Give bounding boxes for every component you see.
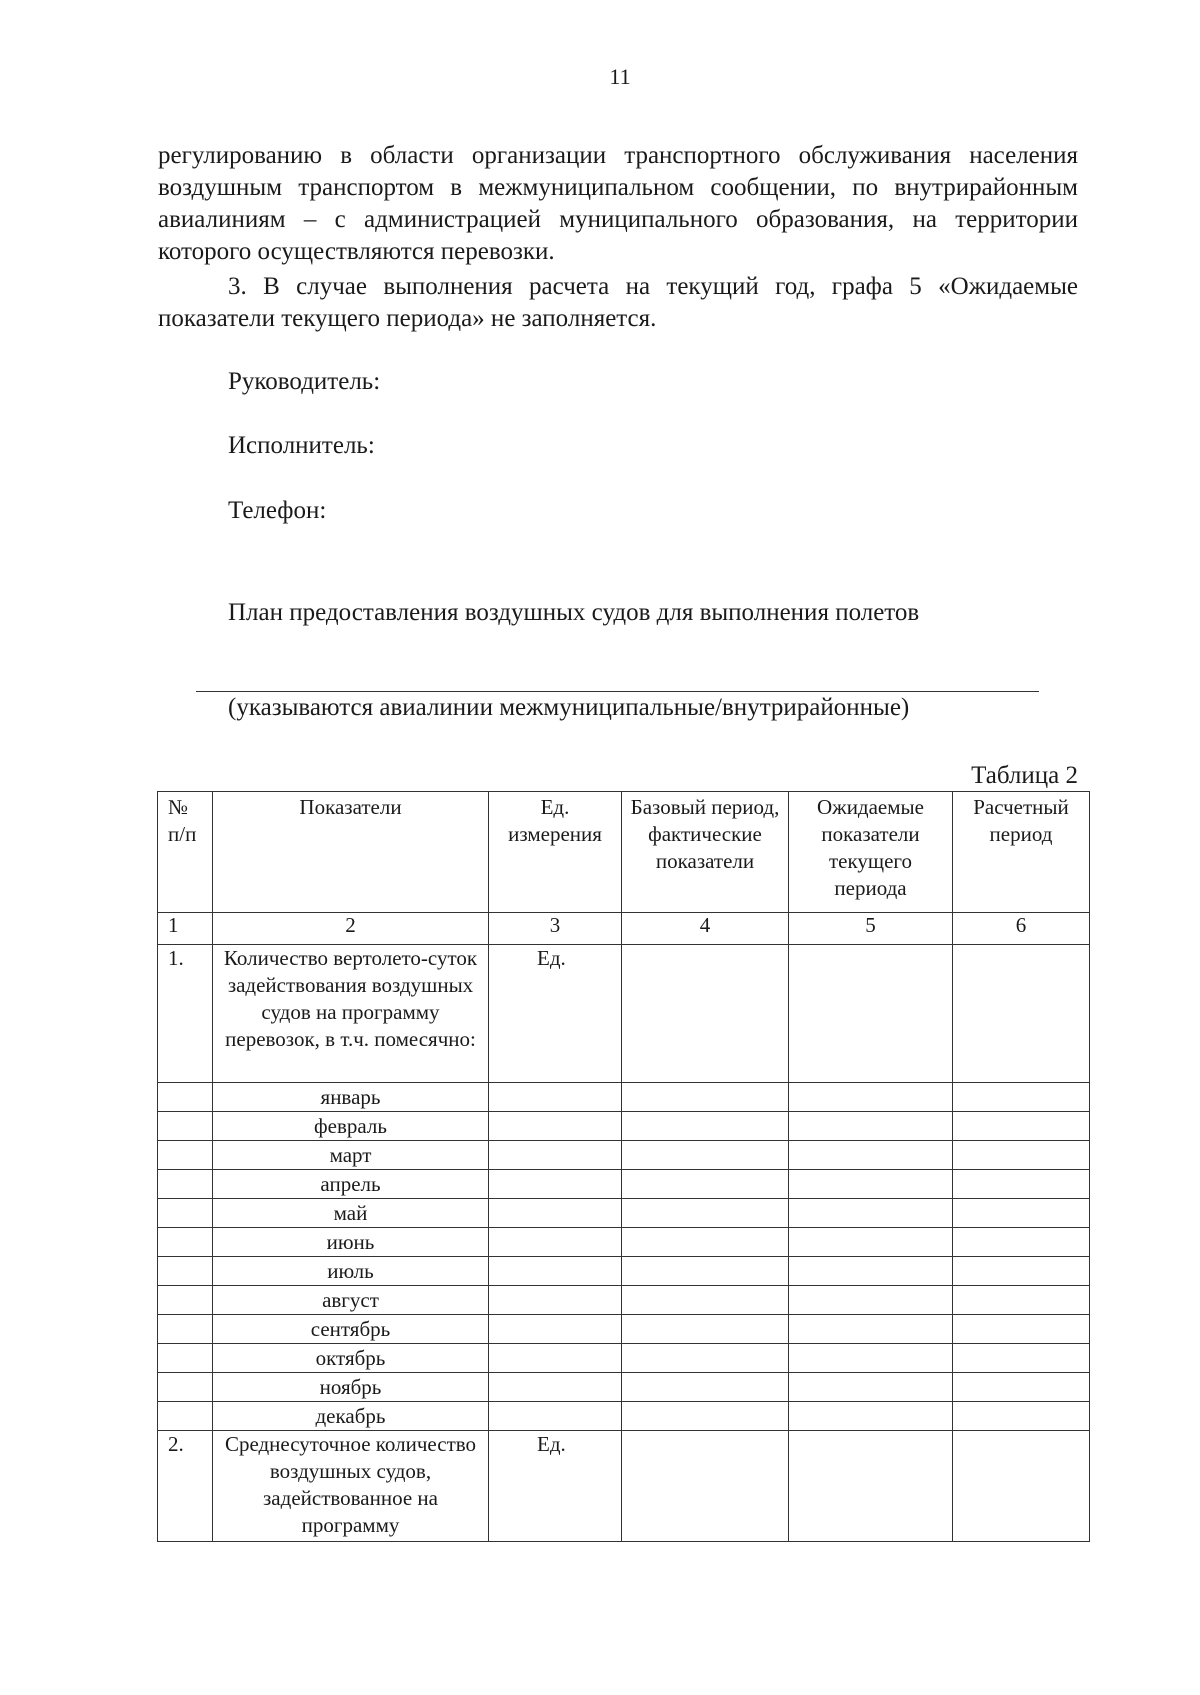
table-cell: [789, 1228, 953, 1257]
table-cell: [953, 1344, 1090, 1373]
month-label: январь: [213, 1083, 489, 1112]
column-index: 3: [489, 913, 622, 945]
table-cell: [789, 1431, 953, 1542]
table-cell: [789, 1141, 953, 1170]
item-unit: Ед.: [489, 945, 622, 1083]
month-label: август: [213, 1286, 489, 1315]
fill-in-line: [196, 691, 1039, 692]
month-label: февраль: [213, 1112, 489, 1141]
table-cell: [953, 1083, 1090, 1112]
table-row-month: [158, 1083, 1090, 1112]
column-index: 4: [622, 913, 789, 945]
table-cell: [158, 1228, 213, 1257]
item-label: Количество вертолето-суток задействования воздушных судов на программу перевозок, в т.ч. помесячно:: [213, 945, 489, 1083]
table-cell: [789, 1286, 953, 1315]
table-cell: [158, 1112, 213, 1141]
page-number: 11: [609, 64, 631, 89]
column-index: 6: [953, 913, 1090, 945]
item-unit: Ед.: [489, 1431, 622, 1542]
table-cell: [789, 1344, 953, 1373]
table-cell: [158, 1402, 213, 1431]
table-cell: [158, 1199, 213, 1228]
table-cell: [622, 1257, 789, 1286]
month-label: октябрь: [213, 1344, 489, 1373]
table-cell: [789, 1315, 953, 1344]
table-cell: [789, 1083, 953, 1112]
plan-hint: (указываются авиалинии межмуниципальные/внутрирайонные): [228, 694, 910, 721]
table-cell: [953, 1315, 1090, 1344]
table-row-month: [158, 1373, 1090, 1402]
table-row-item-1: [158, 945, 1090, 1083]
table-row-month: [158, 1228, 1090, 1257]
month-label: май: [213, 1199, 489, 1228]
table-cell: [489, 1112, 622, 1141]
table-cell: [789, 945, 953, 1083]
month-label: декабрь: [213, 1402, 489, 1431]
table-cell: [953, 1112, 1090, 1141]
signature-phone: Телефон:: [228, 497, 327, 524]
signature-executor: Исполнитель:: [228, 432, 375, 459]
table-cell: [158, 1344, 213, 1373]
table-cell: [622, 1112, 789, 1141]
table-row-month: [158, 1344, 1090, 1373]
table-cell: [489, 1344, 622, 1373]
table-cell: [489, 1083, 622, 1112]
table-cell: [622, 1170, 789, 1199]
table-cell: [158, 1315, 213, 1344]
month-label: апрель: [213, 1170, 489, 1199]
table-cell: [158, 1141, 213, 1170]
table-row-month: [158, 1315, 1090, 1344]
month-label: сентябрь: [213, 1315, 489, 1344]
month-label: ноябрь: [213, 1373, 489, 1402]
table-row-month: [158, 1112, 1090, 1141]
table-cell: [953, 945, 1090, 1083]
table-row-month: [158, 1286, 1090, 1315]
month-label: июль: [213, 1257, 489, 1286]
column-index-row: [158, 913, 1090, 945]
table-cell: [622, 945, 789, 1083]
table-cell: [158, 1286, 213, 1315]
month-label: март: [213, 1141, 489, 1170]
column-index: 1: [158, 913, 213, 945]
table-cell: [489, 1199, 622, 1228]
table-cell: [158, 1373, 213, 1402]
month-label: июнь: [213, 1228, 489, 1257]
table-cell: [953, 1373, 1090, 1402]
table-cell: [622, 1402, 789, 1431]
table-cell: [622, 1315, 789, 1344]
aircraft-plan-table: [157, 791, 1090, 1542]
table-cell: [489, 1373, 622, 1402]
table-cell: [789, 1170, 953, 1199]
table-cell: [489, 1141, 622, 1170]
table-header-row: [158, 792, 1090, 913]
table-cell: [953, 1286, 1090, 1315]
header-expected: Ожидаемые показатели текущего периода: [789, 792, 953, 913]
table-row-item-2: [158, 1431, 1090, 1542]
header-num: № п/п: [158, 792, 213, 913]
table-cell: [489, 1286, 622, 1315]
table-cell: [789, 1199, 953, 1228]
table-cell: [953, 1257, 1090, 1286]
item-label: Среднесуточное количество воздушных судов, задействованное на программу: [213, 1431, 489, 1542]
table-row-month: [158, 1402, 1090, 1431]
paragraph-regulation: регулированию в области организации транспортного обслуживания населения воздушным транспортом в межмуниципальном сообщении, по внутрирайонным авиалиниям – с администрацией муниципального образования, на территории которого осуществляются перевозки.: [158, 142, 1078, 265]
header-indicators: Показатели: [213, 792, 489, 913]
header-calc-period: Расчетный период: [953, 792, 1090, 913]
table-cell: [953, 1402, 1090, 1431]
table-row-month: [158, 1199, 1090, 1228]
table-cell: [789, 1402, 953, 1431]
table-cell: [789, 1112, 953, 1141]
table-caption: Таблица 2: [971, 762, 1078, 789]
table-cell: [622, 1431, 789, 1542]
table-cell: [622, 1344, 789, 1373]
signature-head: Руководитель:: [228, 368, 381, 395]
table-cell: [158, 1083, 213, 1112]
table-cell: [953, 1228, 1090, 1257]
table-cell: [789, 1257, 953, 1286]
item-number: 1.: [158, 945, 213, 1083]
table-cell: [489, 1170, 622, 1199]
plan-title: План предоставления воздушных судов для выполнения полетов: [228, 599, 920, 626]
table-row-month: [158, 1257, 1090, 1286]
table-cell: [953, 1170, 1090, 1199]
table-cell: [622, 1199, 789, 1228]
table-cell: [622, 1286, 789, 1315]
table-cell: [158, 1257, 213, 1286]
column-index: 5: [789, 913, 953, 945]
table-cell: [622, 1373, 789, 1402]
header-base-period: Базовый период, фактические показатели: [622, 792, 789, 913]
column-index: 2: [213, 913, 489, 945]
table-cell: [953, 1199, 1090, 1228]
table-cell: [622, 1083, 789, 1112]
table-cell: [158, 1170, 213, 1199]
table-row-month: [158, 1141, 1090, 1170]
table-cell: [622, 1228, 789, 1257]
table-cell: [622, 1141, 789, 1170]
table-cell: [489, 1402, 622, 1431]
table-row-month: [158, 1170, 1090, 1199]
table-cell: [489, 1257, 622, 1286]
item-number: 2.: [158, 1431, 213, 1542]
table-cell: [489, 1228, 622, 1257]
table-cell: [489, 1315, 622, 1344]
table-cell: [953, 1141, 1090, 1170]
table-cell: [789, 1373, 953, 1402]
table-cell: [953, 1431, 1090, 1542]
paragraph-3: 3. В случае выполнения расчета на текущий год, графа 5 «Ожидаемые показатели текущего периода» не заполняется.: [158, 273, 1078, 332]
header-unit: Ед. измерения: [489, 792, 622, 913]
